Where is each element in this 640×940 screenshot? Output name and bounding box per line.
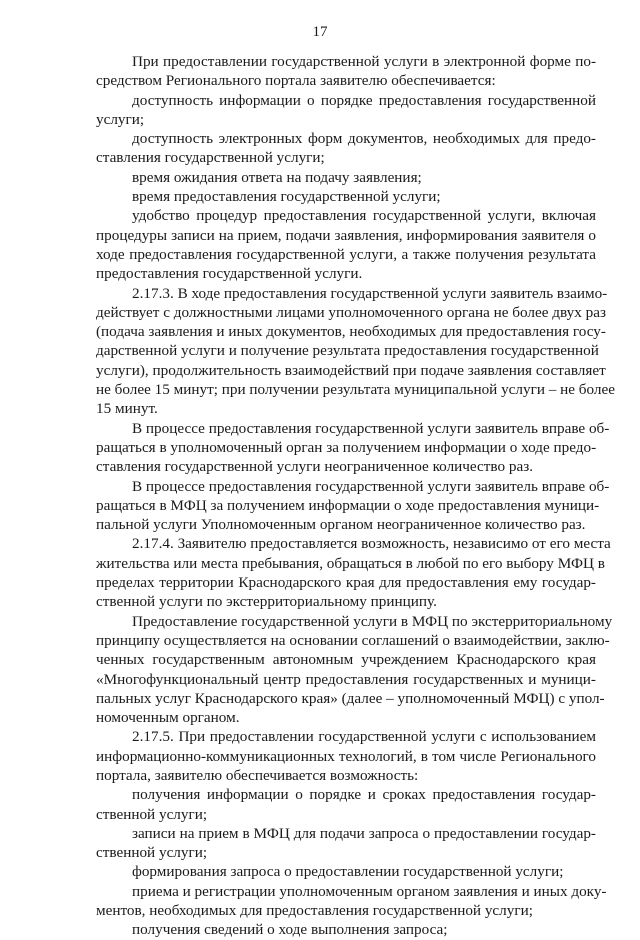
text-line: не более 15 минут; при получении результата муниципальной услуги – не более xyxy=(96,381,615,399)
text-line: 2.17.5. При предоставлении государственной услуги с использованием xyxy=(132,728,596,746)
text-line: ментов, необходимых для предоставления государственной услуги; xyxy=(96,902,533,920)
text-line: получения информации о порядке и сроках предоставления государ- xyxy=(132,786,596,804)
text-line: 2.17.3. В ходе предоставления государственной услуги заявитель взаимо- xyxy=(132,284,608,302)
text-line: ращаться в МФЦ за получением информации о ходе предоставления муници- xyxy=(96,496,600,514)
text-line: формирования запроса о предоставлении государственной услуги; xyxy=(132,863,564,881)
text-line: «Многофункциональный центр предоставления государственных и муници- xyxy=(96,670,596,688)
text-line: приема и регистрации уполномоченным органом заявления и иных доку- xyxy=(132,882,607,900)
text-line: принципу осуществляется на основании соглашений о взаимодействии, заклю- xyxy=(96,631,610,649)
text-line: номоченным органом. xyxy=(96,709,240,727)
text-line: портала, заявителю обеспечивается возможность: xyxy=(96,766,419,784)
document-body xyxy=(96,52,615,940)
text-line: пальных услуг Краснодарского края» (далее – уполномоченный МФЦ) с упол- xyxy=(96,689,605,707)
text-line: процедуры записи на прием, подачи заявления, информирования заявителя о xyxy=(96,226,596,244)
text-line: пальной услуги Уполномоченным органом неограниченное количество раз. xyxy=(96,516,586,534)
text-line: ственной услуги; xyxy=(96,844,208,862)
text-line: ставления государственной услуги; xyxy=(96,149,325,167)
text-line: пределах территории Краснодарского края для предоставления ему государ- xyxy=(96,574,596,592)
text-line: записи на прием в МФЦ для подачи запроса о предоставлении государ- xyxy=(132,824,596,842)
text-line: доступность электронных форм документов, необходимых для предо- xyxy=(132,130,596,148)
text-line: предоставления государственной услуги. xyxy=(96,265,363,283)
text-line: время ожидания ответа на подачу заявления; xyxy=(132,168,422,186)
page-number: 17 xyxy=(312,24,328,40)
text-line: ственной услуги по экстерриториальному принципу. xyxy=(96,593,437,611)
text-line: Предоставление государственной услуги в МФЦ по экстерриториальному xyxy=(132,612,613,630)
text-line: В процессе предоставления государственной услуги заявитель вправе об- xyxy=(132,477,610,495)
text-line: доступность информации о порядке предоставления государственной xyxy=(132,91,596,109)
text-line: (подача заявления и иных документов, необходимых для предоставления госу- xyxy=(96,323,606,341)
text-line: услуги; xyxy=(96,110,145,128)
text-line: В процессе предоставления государственной услуги заявитель вправе об- xyxy=(132,419,610,437)
text-line: услуги), продолжительность взаимодействий при подаче заявления составляет xyxy=(96,361,606,379)
text-line: время предоставления государственной услуги; xyxy=(132,188,441,206)
text-line: ращаться в уполномоченный орган за получением информации о ходе предо- xyxy=(96,438,597,456)
text-line: 15 минут. xyxy=(96,400,158,418)
text-line: жительства или места пребывания, обращаться в любой по его выбору МФЦ в xyxy=(96,554,605,572)
text-line: ставления государственной услуги неограниченное количество раз. xyxy=(96,458,533,476)
text-line: средством Регионального портала заявителю обеспечивается: xyxy=(96,72,496,90)
text-line: действует с должностными лицами уполномоченного органа не более двух раз xyxy=(96,303,606,321)
text-line: информационно-коммуникационных технологий, в том числе Регионального xyxy=(96,747,596,765)
text-line: дарственной услуги и получение результата предоставления государственной xyxy=(96,342,599,360)
text-line: ходе предоставления государственной услуги, а также получения результата xyxy=(96,245,596,263)
text-line: При предоставлении государственной услуги в электронной форме по- xyxy=(132,53,596,70)
text-line: 2.17.4. Заявителю предоставляется возможность, независимо от его места xyxy=(132,535,611,553)
text-line: получения сведений о ходе выполнения запроса; xyxy=(132,921,448,939)
text-line: ственной услуги; xyxy=(96,805,208,823)
text-line: удобство процедур предоставления государственной услуги, включая xyxy=(132,207,596,225)
text-line: ченных государственным автономным учреждением Краснодарского края xyxy=(96,651,596,669)
